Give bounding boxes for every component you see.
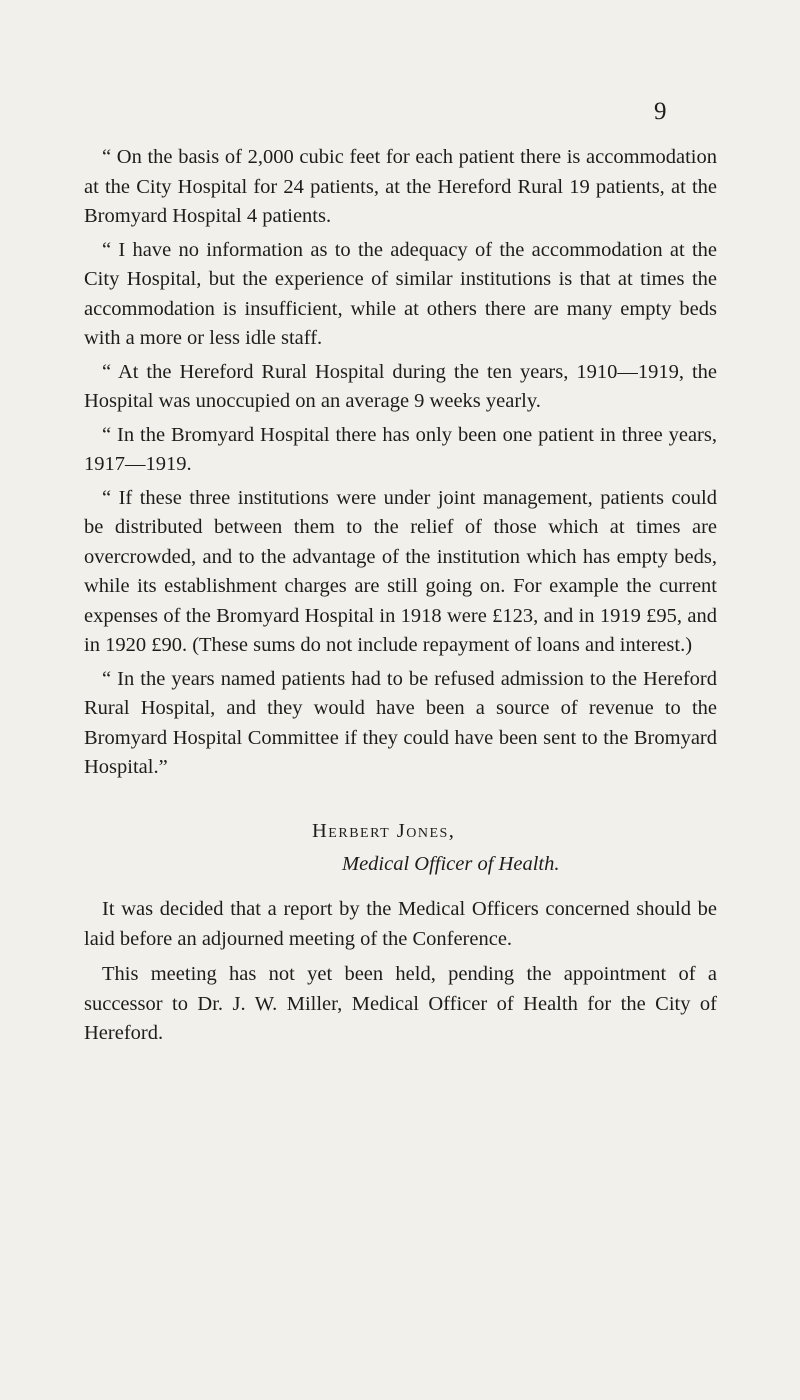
- signature-name: Herbert Jones,: [312, 820, 456, 842]
- paragraph: “ If these three institutions were under joint management, patients could be distributed between them to the relief of those which at times are overcrowded, and to the advantage of the institution which has empty beds, while its establishment charges are still going on. For example the current expenses of the Bromyard Hospital in 1918 were £123, and in 1919 £95, and in 1920 £90. (These sums do not include repayment of loans and interest.): [84, 486, 717, 656]
- paragraph: “ In the Bromyard Hospital there has only been one patient in three years, 1917—1919.: [84, 423, 717, 475]
- closing-text: [84, 895, 717, 1055]
- signature-title: Medical Officer of Health.: [342, 853, 560, 875]
- paragraph: “ On the basis of 2,000 cubic feet for each patient there is accommodation at the City Hospital for 24 patients, at the Hereford Rural 19 patients, at the Bromyard Hospital 4 patients.: [84, 146, 717, 227]
- paragraph: “ I have no information as to the adequacy of the accommodation at the City Hospital, but the experience of similar institutions is that at times the accommodation is insufficient, while at others there are many empty beds with a more or less idle staff.: [84, 238, 717, 349]
- paragraph: “ In the years named patients had to be refused admission to the Hereford Rural Hospital, and they would have been a source of revenue to the Bromyard Hospital Committee if they could have been sent to the Bromyard Hospital.”: [84, 667, 717, 778]
- paragraph: “ At the Hereford Rural Hospital during the ten years, 1910—1919, the Hospital was unoccupied on an average 9 weeks yearly.: [84, 360, 717, 412]
- page-number: 9: [654, 98, 667, 125]
- paragraph: This meeting has not yet been held, pending the appointment of a successor to Dr. J. W. Miller, Medical Officer of Health for the City of Hereford.: [84, 963, 717, 1044]
- quoted-report: [84, 143, 717, 787]
- paragraph: It was decided that a report by the Medical Officers concerned should be laid before an adjourned meeting of the Conference.: [84, 898, 717, 950]
